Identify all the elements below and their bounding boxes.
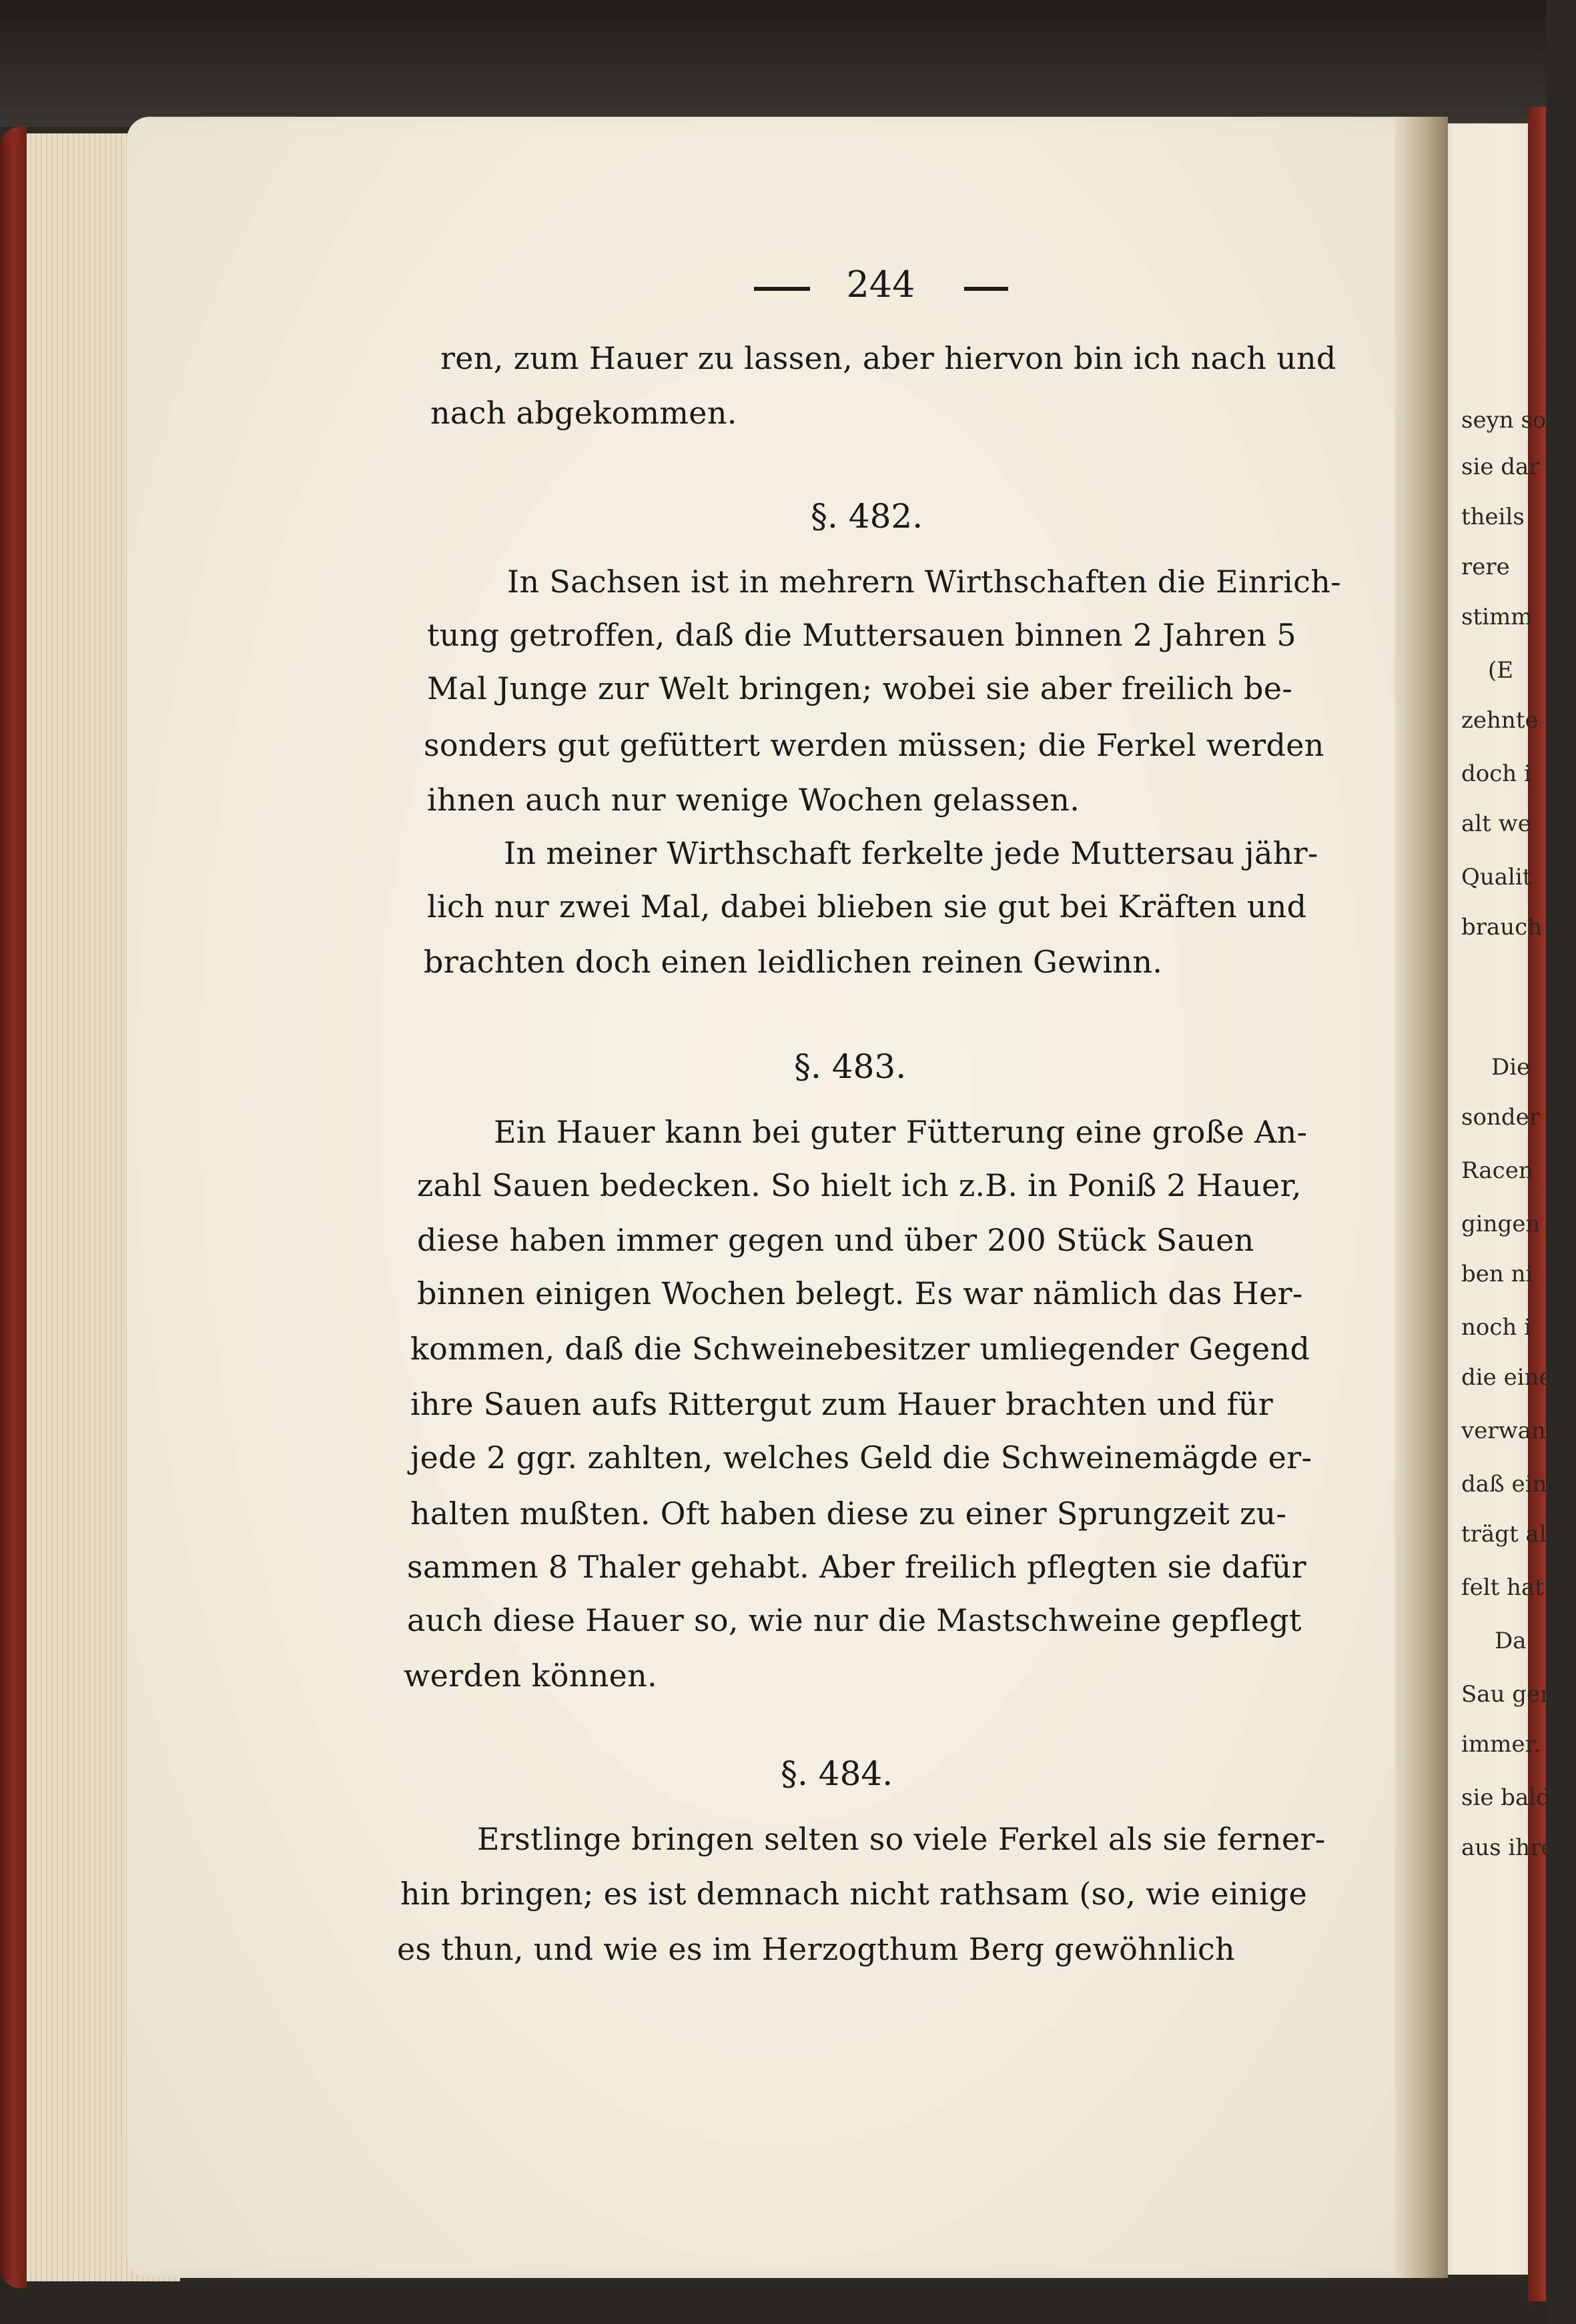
text-line: ihre Sauen aufs Rittergut zum Hauer brachten und für xyxy=(410,1386,1274,1422)
facing-text: noch i xyxy=(1461,1314,1531,1341)
facing-text: (E xyxy=(1488,657,1514,684)
text-line: ren, zum Hauer zu lassen, aber hiervon bin ich nach und xyxy=(440,340,1336,376)
header-dash-right xyxy=(964,287,1008,291)
facing-text: Die xyxy=(1491,1054,1531,1081)
text-line: auch diese Hauer so, wie nur die Mastschweine gepflegt xyxy=(407,1602,1302,1638)
text-line: Mal Junge zur Welt bringen; wobei sie aber freilich be- xyxy=(427,670,1293,706)
header-dash-left xyxy=(754,287,810,291)
facing-text: Sau gen xyxy=(1461,1681,1555,1708)
text-line: hin bringen; es ist demnach nicht rathsam (so, wie einige xyxy=(400,1876,1308,1912)
facing-text: seyn sol xyxy=(1461,407,1554,434)
text-line: halten mußten. Oft haben diese zu einer Sprungzeit zu- xyxy=(410,1496,1287,1532)
text-line: jede 2 ggr. zahlten, welches Geld die Schweinemägde er- xyxy=(410,1439,1312,1476)
facing-text: daß eine xyxy=(1461,1471,1561,1498)
backdrop-bottom xyxy=(0,2281,1546,2324)
section-heading-484: §. 484. xyxy=(781,1754,893,1793)
facing-text: sonder xyxy=(1461,1104,1540,1131)
text-line: sammen 8 Thaler gehabt. Aber freilich pflegten sie dafür xyxy=(407,1549,1306,1585)
text-line: Ein Hauer kann bei guter Fütterung eine große An- xyxy=(494,1114,1308,1150)
text-line: diese haben immer gegen und über 200 Stück Sauen xyxy=(417,1222,1254,1258)
text-line: In Sachsen ist in mehrern Wirthschaften die Einrich- xyxy=(507,564,1341,600)
facing-text: felt hat. xyxy=(1461,1574,1551,1601)
text-line: sonders gut gefüttert werden müssen; die Ferkel werden xyxy=(424,727,1324,763)
facing-text: aus ihrem xyxy=(1461,1834,1576,1861)
facing-text: sie dar xyxy=(1461,454,1540,480)
facing-text: brauch xyxy=(1461,914,1543,941)
facing-text: Qualit xyxy=(1461,864,1532,891)
facing-text: verwan xyxy=(1461,1417,1546,1444)
text-line: In meiner Wirthschaft ferkelte jede Muttersau jähr- xyxy=(504,835,1318,871)
text-line: nach abgekommen. xyxy=(430,395,737,431)
text-line: werden können. xyxy=(404,1658,657,1694)
facing-text: Racen xyxy=(1461,1157,1533,1184)
facing-text: sie bald xyxy=(1461,1784,1551,1811)
facing-text: ben ni xyxy=(1461,1261,1533,1287)
text-line: lich nur zwei Mal, dabei blieben sie gut bei Kräften und xyxy=(427,889,1307,925)
text-line: zahl Sauen bedecken. So hielt ich z.B. in Poniß 2 Hauer, xyxy=(417,1167,1302,1203)
book-cover-right xyxy=(1528,107,1546,2301)
facing-text: alt we xyxy=(1461,810,1531,837)
text-line: kommen, daß die Schweinebesitzer umliegender Gegend xyxy=(410,1331,1310,1367)
facing-text: zehnte xyxy=(1461,707,1539,734)
facing-text: theils xyxy=(1461,504,1525,530)
facing-text: stimm xyxy=(1461,604,1533,630)
text-line: es thun, und wie es im Herzogthum Berg gewöhnlich xyxy=(397,1931,1235,1967)
facing-text: doch i xyxy=(1461,760,1531,787)
text-line: Erstlinge bringen selten so viele Ferkel als sie ferner- xyxy=(477,1821,1326,1857)
text-line: tung getroffen, daß die Muttersauen binnen 2 Jahren 5 xyxy=(427,617,1296,653)
page-gutter xyxy=(1395,117,1448,2278)
section-heading-483: §. 483. xyxy=(794,1047,907,1086)
facing-text: die eine xyxy=(1461,1364,1553,1391)
section-heading-482: §. 482. xyxy=(811,497,923,536)
page-number: 244 xyxy=(846,263,915,306)
facing-text: Da xyxy=(1495,1628,1527,1654)
facing-text: immer. xyxy=(1461,1731,1541,1758)
text-line: binnen einigen Wochen belegt. Es war nämlich das Her- xyxy=(417,1275,1303,1311)
facing-text: gingen xyxy=(1461,1211,1541,1237)
backdrop-top xyxy=(0,0,1546,127)
text-line: ihnen auch nur wenige Wochen gelassen. xyxy=(427,782,1080,818)
text-line: brachten doch einen leidlichen reinen Gewinn. xyxy=(424,944,1163,980)
book-cover-left xyxy=(0,127,27,2288)
facing-text: rere xyxy=(1461,554,1510,580)
facing-text: trägt al xyxy=(1461,1521,1547,1548)
